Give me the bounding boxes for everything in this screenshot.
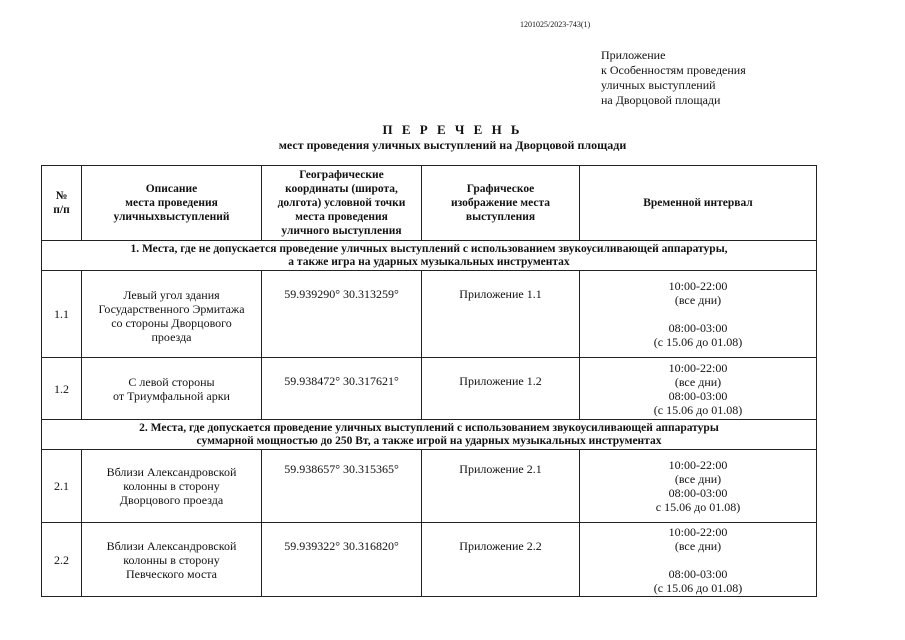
row-time-interval <box>580 523 817 597</box>
row-image-ref: Приложение 1.2 <box>422 358 580 420</box>
time-line: (все дни) <box>674 374 722 389</box>
header-description <box>82 166 262 241</box>
desc-line: С левой стороны <box>128 374 215 389</box>
time-line: 10:00-22:00 <box>668 524 728 539</box>
header-line: уличныхвыступлений <box>113 211 230 223</box>
row-coordinates: 59.939322° 30.316820° <box>262 523 422 597</box>
table-header-row <box>42 166 817 241</box>
header-time-interval: Временной интервал <box>580 166 817 241</box>
header-line: изображение места <box>450 197 551 209</box>
section-title <box>42 241 817 271</box>
time-line: (все дни) <box>674 293 722 307</box>
time-line: (все дни) <box>674 472 722 486</box>
document-subtitle: мест проведения уличных выступлений на Дворцовой площади <box>278 138 627 152</box>
row-number: 1.2 <box>42 358 82 420</box>
time-line: (все дни) <box>674 538 722 553</box>
desc-line: Вблизи Александровской <box>106 465 237 479</box>
header-line: координаты (широта, <box>285 183 398 195</box>
desc-line: от Триумфальной арки <box>113 388 230 403</box>
row-coordinates: 59.938472° 30.317621° <box>262 358 422 420</box>
row-coordinates: 59.938657° 30.315365° <box>262 450 422 523</box>
header-number-line: № <box>55 190 68 202</box>
time-spacer <box>583 553 813 567</box>
header-line: долгота) условной точки <box>277 197 406 209</box>
time-line: 10:00-22:00 <box>668 360 728 375</box>
desc-line: Левый угол здания <box>123 287 220 302</box>
time-line: 10:00-22:00 <box>668 458 728 472</box>
section-title-line: 2. Места, где допускается проведение уличных выступлений с использованием звукоусиливающей аппаратуры <box>139 421 719 434</box>
desc-line: колонны в сторону <box>123 479 220 493</box>
desc-line: со стороны Дворцового <box>111 315 232 330</box>
time-line: (с 15.06 до 01.08) <box>653 580 743 595</box>
table-row <box>42 523 817 597</box>
time-line: (с 15.06 до 01.08) <box>653 402 743 417</box>
header-line: Описание <box>145 183 198 195</box>
section-title-line: 1. Места, где не допускается проведение уличных выступлений с использованием звукоусиливающей аппаратуры, <box>130 242 728 255</box>
appendix-note <box>601 48 746 108</box>
row-time-interval <box>580 271 817 358</box>
row-number: 1.1 <box>42 271 82 358</box>
appendix-line: на Дворцовой площади <box>601 93 721 107</box>
desc-line: колонны в сторону <box>123 552 220 567</box>
header-line: уличного выступления <box>281 225 402 237</box>
header-image <box>422 166 580 241</box>
table-row <box>42 271 817 358</box>
time-spacer <box>583 307 813 321</box>
section-row <box>42 241 817 271</box>
header-line: Графическое <box>466 183 535 195</box>
header-coordinates <box>262 166 422 241</box>
time-line: 08:00-03:00 <box>668 321 728 335</box>
header-line: Географические <box>299 169 384 181</box>
time-line: 08:00-03:00 <box>668 486 728 500</box>
desc-line: Вблизи Александровской <box>106 538 237 553</box>
time-line: 08:00-03:00 <box>668 566 728 581</box>
section-title <box>42 420 817 450</box>
header-line: выступления <box>465 211 536 223</box>
header-number-line: п/п <box>53 204 70 216</box>
row-number: 2.2 <box>42 523 82 597</box>
row-description <box>82 271 262 358</box>
row-coordinates: 59.939290° 30.313259° <box>262 271 422 358</box>
time-line: 08:00-03:00 <box>668 388 728 403</box>
time-line: с 15.06 до 01.08) <box>655 500 741 514</box>
desc-line: проезда <box>151 329 192 344</box>
appendix-line: к Особенностям проведения <box>601 63 746 77</box>
section-row <box>42 420 817 450</box>
row-description <box>82 358 262 420</box>
row-time-interval <box>580 358 817 420</box>
row-time-interval <box>580 450 817 523</box>
time-line: 10:00-22:00 <box>668 279 728 293</box>
section-title-line: а также игра на ударных музыкальных инструментах <box>288 255 570 268</box>
header-line: места проведения <box>125 197 218 209</box>
header-line: места проведения <box>295 211 388 223</box>
desc-line: Певческого моста <box>126 566 217 581</box>
row-image-ref: Приложение 1.1 <box>422 271 580 358</box>
header-number <box>42 166 82 241</box>
appendix-line: Приложение <box>601 48 666 62</box>
row-number: 2.1 <box>42 450 82 523</box>
document-number: 1201025/2023-743(1) <box>520 20 591 29</box>
row-description <box>82 450 262 523</box>
document-title: П Е Р Е Ч Е Н Ь <box>382 122 523 137</box>
row-description <box>82 523 262 597</box>
row-image-ref: Приложение 2.1 <box>422 450 580 523</box>
section-title-line: суммарной мощностью до 250 Вт, а также игрой на ударных музыкальных инструментах <box>196 434 662 447</box>
table-row <box>42 358 817 420</box>
locations-table <box>41 165 817 597</box>
row-image-ref: Приложение 2.2 <box>422 523 580 597</box>
time-line: (с 15.06 до 01.08) <box>653 335 743 349</box>
appendix-line: уличных выступлений <box>601 78 716 92</box>
desc-line: Государственного Эрмитажа <box>98 301 245 316</box>
table-row <box>42 450 817 523</box>
desc-line: Дворцового проезда <box>119 493 224 507</box>
